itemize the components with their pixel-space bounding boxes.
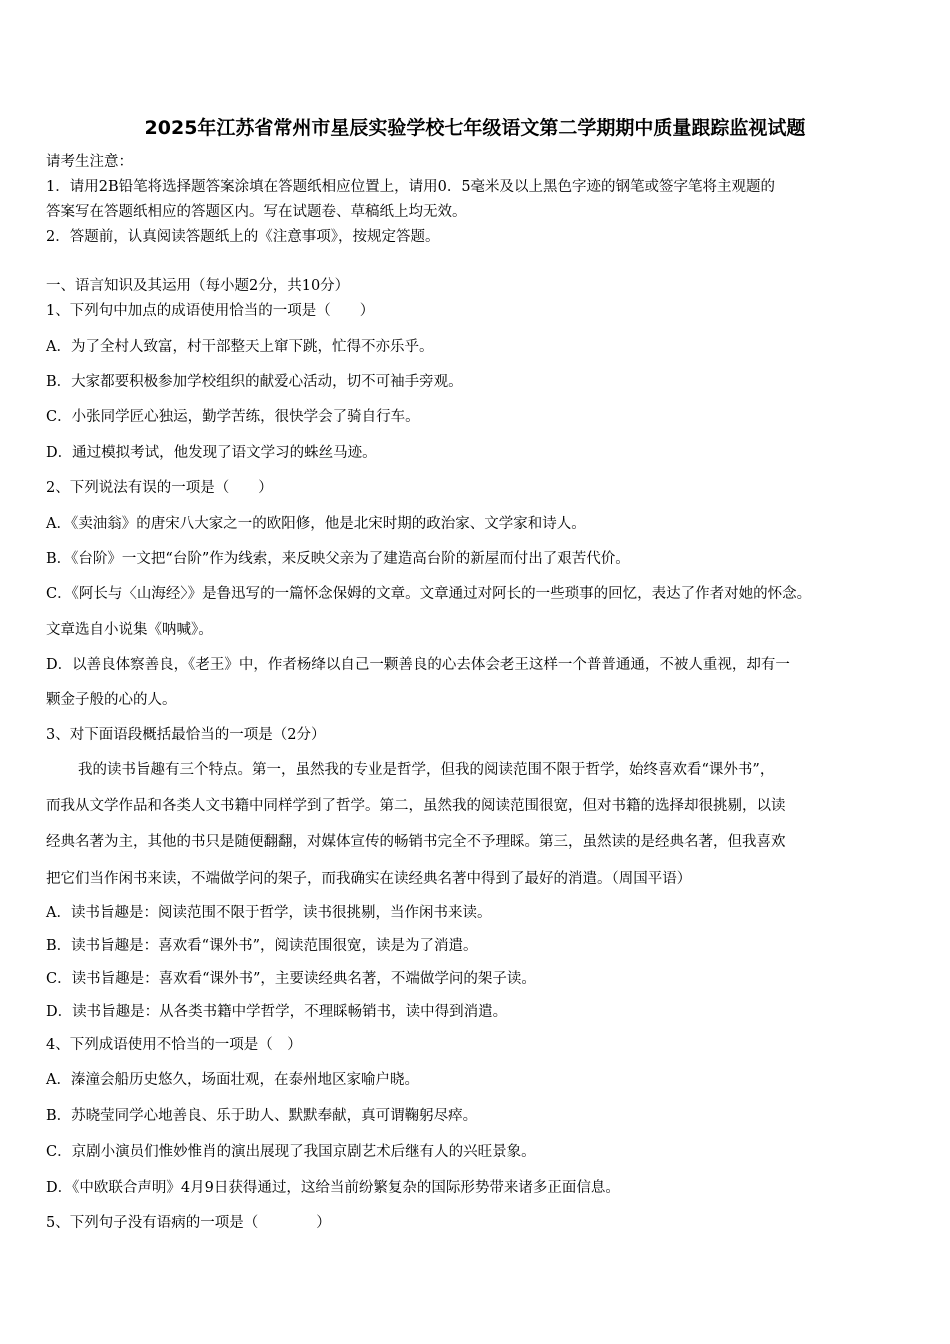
question-4-option-d: D．《中欧联合声明》4月9日获得通过，这给当前纷繁复杂的国际形势带来诸多正面信息。 [46,1180,620,1196]
notice-item-1-line-1: 1．请用2B铅笔将选择题答案涂填在答题纸相应位置上，请用0．5毫米及以上黑色字迹的钢笔或签字笔将主观题的 [46,179,776,195]
question-3-passage-line-4: 把它们当作闲书来读，不端做学问的架子，而我确实在读经典名著中得到了最好的消遣。（周国平语） [46,871,692,887]
question-3-passage-line-1: 我的读书旨趣有三个特点。第一，虽然我的专业是哲学，但我的阅读范围不限于哲学，始终喜欢看“课外书”， [78,762,775,778]
question-3-option-c: C．读书旨趣是：喜欢看“课外书”，主要读经典名著，不端做学问的架子读。 [46,971,536,987]
question-1-option-a: A．为了全村人致富，村干部整天上窜下跳，忙得不亦乐乎。 [46,339,434,355]
question-1-stem: 1、下列句中加点的成语使用恰当的一项是（ ） [46,303,375,319]
question-5-stem: 5、下列句子没有语病的一项是（ ） [46,1215,331,1231]
question-2-stem: 2、下列说法有误的一项是（ ） [46,480,273,496]
question-3-option-d: D．读书旨趣是：从各类书籍中学哲学，不理睬畅销书，读中得到消遣。 [46,1004,508,1020]
notice-item-1-line-2: 答案写在答题纸相应的答题区内。写在试题卷、草稿纸上均无效。 [46,204,467,220]
question-2-option-a: A．《卖油翁》的唐宋八大家之一的欧阳修，他是北宋时期的政治家、文学家和诗人。 [46,516,586,532]
notice-heading: 请考生注意： [46,154,133,170]
question-2-option-d-line-2: 颗金子般的心的人。 [46,692,177,708]
question-4-option-b: B．苏晓莹同学心地善良、乐于助人、默默奉献，真可谓鞠躬尽瘁。 [46,1108,478,1124]
question-3-passage-line-2: 而我从文学作品和各类人文书籍中同样学到了哲学。第二，虽然我的阅读范围很宽，但对书籍的选择却很挑剔，以读 [46,798,786,814]
section-heading: 一、语言知识及其运用（每小题2分，共10分） [46,278,350,294]
notice-item-2: 2．答题前，认真阅读答题纸上的《注意事项》，按规定答题。 [46,229,440,245]
question-1-option-d: D．通过模拟考试，他发现了语文学习的蛛丝马迹。 [46,445,377,461]
question-4-option-a: A．溱潼会船历史悠久，场面壮观，在泰州地区家喻户晓。 [46,1072,419,1088]
question-4-option-c: C．京剧小演员们惟妙惟肖的演出展现了我国京剧艺术后继有人的兴旺景象。 [46,1144,536,1160]
question-4-stem: 4、下列成语使用不恰当的一项是（ ） [46,1037,302,1053]
question-2-option-c-line-1: C．《阿长与〈山海经〉》是鲁迅写的一篇怀念保姆的文章。文章通过对阿长的一些琐事的回忆，表达了作者对她的怀念。 [46,586,812,602]
page-title: 2025年江苏省常州市星辰实验学校七年级语文第二学期期中质量跟踪监视试题 [144,117,806,139]
question-3-passage-line-3: 经典名著为主，其他的书只是随便翻翻，对媒体宣传的畅销书完全不予理睬。第三，虽然读的是经典名著，但我喜欢 [46,834,786,850]
question-1-option-b: B．大家都要积极参加学校组织的献爱心活动，切不可袖手旁观。 [46,374,463,390]
question-2-option-c-line-2: 文章选自小说集《呐喊》。 [46,622,213,638]
question-3-stem: 3、对下面语段概括最恰当的一项是（2分） [46,727,326,743]
question-3-option-b: B．读书旨趣是：喜欢看“课外书”，阅读范围很宽，读是为了消遣。 [46,938,478,954]
question-2-option-d-line-1: D．以善良体察善良，《老王》中，作者杨绛以自己一颗善良的心去体会老王这样一个普普通通，不被人重视，却有一 [46,657,790,673]
question-1-option-c: C．小张同学匠心独运，勤学苦练，很快学会了骑自行车。 [46,409,420,425]
question-3-option-a: A．读书旨趣是：阅读范围不限于哲学，读书很挑剔，当作闲书来读。 [46,905,492,921]
question-2-option-b: B．《台阶》一文把“台阶”作为线索，来反映父亲为了建造高台阶的新屋而付出了艰苦代价。 [46,551,630,567]
